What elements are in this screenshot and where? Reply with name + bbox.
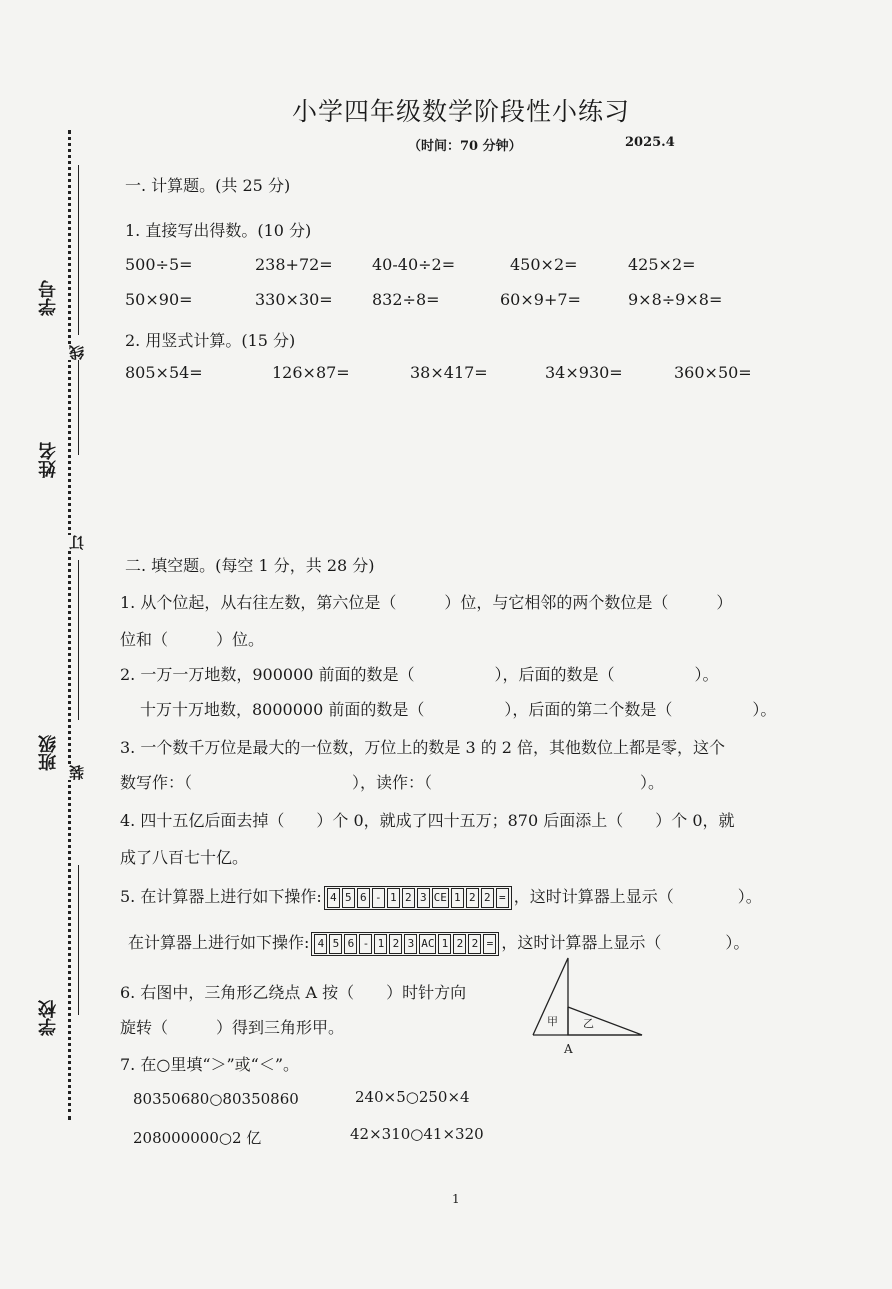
xingming-blank-line: [78, 345, 79, 455]
q6-line-b: 旋转（ ）得到三角形甲。: [120, 1018, 345, 1037]
calc-item: 9×8÷9×8=: [628, 290, 723, 309]
q4-line-a: 4. 四十五亿后面去掉（ ）个 0，就成了四十五万；870 后面添上（ ）个 0，就: [120, 811, 735, 830]
calc-item: 500÷5=: [125, 255, 193, 274]
ding-label: 订: [68, 535, 86, 550]
calculator-key-sequence: [324, 886, 512, 910]
q1-line-a: 1. 从个位起，从右往左数，第六位是（ ）位，与它相邻的两个数位是（ ）: [120, 593, 733, 612]
calculator-key-sequence: [311, 932, 499, 956]
q1-heading: 1. 直接写出得数。(10 分): [125, 221, 312, 240]
calc-key: 2: [453, 934, 466, 954]
triangle-figure: [525, 955, 650, 1060]
calc-key: 2: [389, 934, 402, 954]
compare-item: 80350680○80350860: [133, 1090, 299, 1108]
calc-item: 238+72=: [255, 255, 333, 274]
xuexiao-label: 学校: [38, 1000, 59, 1036]
calc-item: 450×2=: [510, 255, 578, 274]
q7-heading: 7. 在○里填“＞”或“＜”。: [120, 1055, 300, 1074]
calc-key: 6: [357, 888, 370, 908]
q5b-prefix: 在计算器上进行如下操作:: [128, 933, 310, 952]
xuehao-blank-line: [78, 165, 79, 335]
calc-key: 4: [314, 934, 327, 954]
page-number: 1: [452, 1192, 460, 1206]
calc-key: 6: [344, 934, 357, 954]
vertical-calc-item: 805×54=: [125, 363, 203, 382]
xian-label: 线: [68, 345, 86, 360]
zhuang-label: 装: [68, 765, 86, 780]
calc-key: CE: [432, 888, 449, 908]
calc-key: 5: [329, 934, 342, 954]
calc-key: 4: [327, 888, 340, 908]
exam-time: （时间：70 分钟）: [408, 139, 522, 154]
calc-key: 3: [404, 934, 417, 954]
calc-key: -: [359, 934, 372, 954]
q4-line-b: 成了八百七十亿。: [120, 848, 249, 867]
page-title: 小学四年级数学阶段性小练习: [292, 97, 631, 126]
compare-item: 240×5○250×4: [355, 1088, 470, 1106]
q3-line-b: 数写作：（ ），读作：（ ）。: [120, 773, 665, 792]
calc-item: 40-40÷2=: [372, 255, 456, 274]
calc-item: 832÷8=: [372, 290, 440, 309]
label-jia: 甲: [547, 1015, 558, 1028]
calc-item: 425×2=: [628, 255, 696, 274]
calc-key: 1: [387, 888, 400, 908]
banji-blank-line: [78, 560, 79, 720]
q5-suffix: ，这时计算器上显示（ ）。: [513, 887, 762, 906]
calc-key: 2: [402, 888, 415, 908]
calc-item: 50×90=: [125, 290, 193, 309]
q5-line-a: [120, 884, 762, 910]
xuexiao-blank-line: [78, 865, 79, 1015]
xingming-label: 姓名: [38, 442, 59, 478]
vertical-calc-item: 34×930=: [545, 363, 623, 382]
q5-line-b: [128, 930, 749, 956]
calc-key: 1: [438, 934, 451, 954]
calc-key: 3: [417, 888, 430, 908]
calc-key: 2: [466, 888, 479, 908]
q3-line-a: 3. 一个数千万位是最大的一位数，万位上的数是 3 的 2 倍，其他数位上都是零，这个: [120, 738, 726, 757]
label-yi: 乙: [583, 1017, 594, 1030]
label-point-a: A: [564, 1042, 573, 1056]
xuehao-label: 学号: [38, 280, 59, 316]
triangle-yi: [568, 1007, 642, 1035]
calc-key: 1: [374, 934, 387, 954]
vertical-calc-item: 126×87=: [272, 363, 350, 382]
section1-heading: 一. 计算题。(共 25 分): [125, 176, 291, 195]
q5-prefix: 5. 在计算器上进行如下操作:: [120, 887, 322, 906]
q5b-suffix: ，这时计算器上显示（ ）。: [501, 933, 750, 952]
calc-key: 2: [468, 934, 481, 954]
q2-line-b: 十万十万地数，8000000 前面的数是（ ），后面的第二个数是（ ）。: [140, 700, 777, 719]
calc-key: AC: [419, 934, 436, 954]
banji-label: 班级: [38, 735, 59, 771]
compare-item: 42×310○41×320: [350, 1125, 484, 1143]
calc-key: 5: [342, 888, 355, 908]
compare-item: 208000000○2 亿: [133, 1129, 262, 1147]
q2-line-a: 2. 一万一万地数，900000 前面的数是（ ），后面的数是（ ）。: [120, 665, 719, 684]
q2-heading: 2. 用竖式计算。(15 分): [125, 331, 296, 350]
calc-key: 2: [481, 888, 494, 908]
calc-key: =: [496, 888, 509, 908]
exam-date: 2025.4: [625, 135, 675, 150]
q1-line-b: 位和（ ）位。: [120, 630, 265, 649]
calc-key: =: [483, 934, 496, 954]
calc-key: -: [372, 888, 385, 908]
calc-key: 1: [451, 888, 464, 908]
section2-heading: 二. 填空题。(每空 1 分，共 28 分): [125, 556, 375, 575]
q6-line-a: 6. 右图中，三角形乙绕点 A 按（ ）时针方向: [120, 983, 467, 1002]
calc-item: 330×30=: [255, 290, 333, 309]
vertical-calc-item: 360×50=: [674, 363, 752, 382]
binding-dotted-line: [68, 130, 71, 1120]
calc-item: 60×9+7=: [500, 290, 581, 309]
vertical-calc-item: 38×417=: [410, 363, 488, 382]
